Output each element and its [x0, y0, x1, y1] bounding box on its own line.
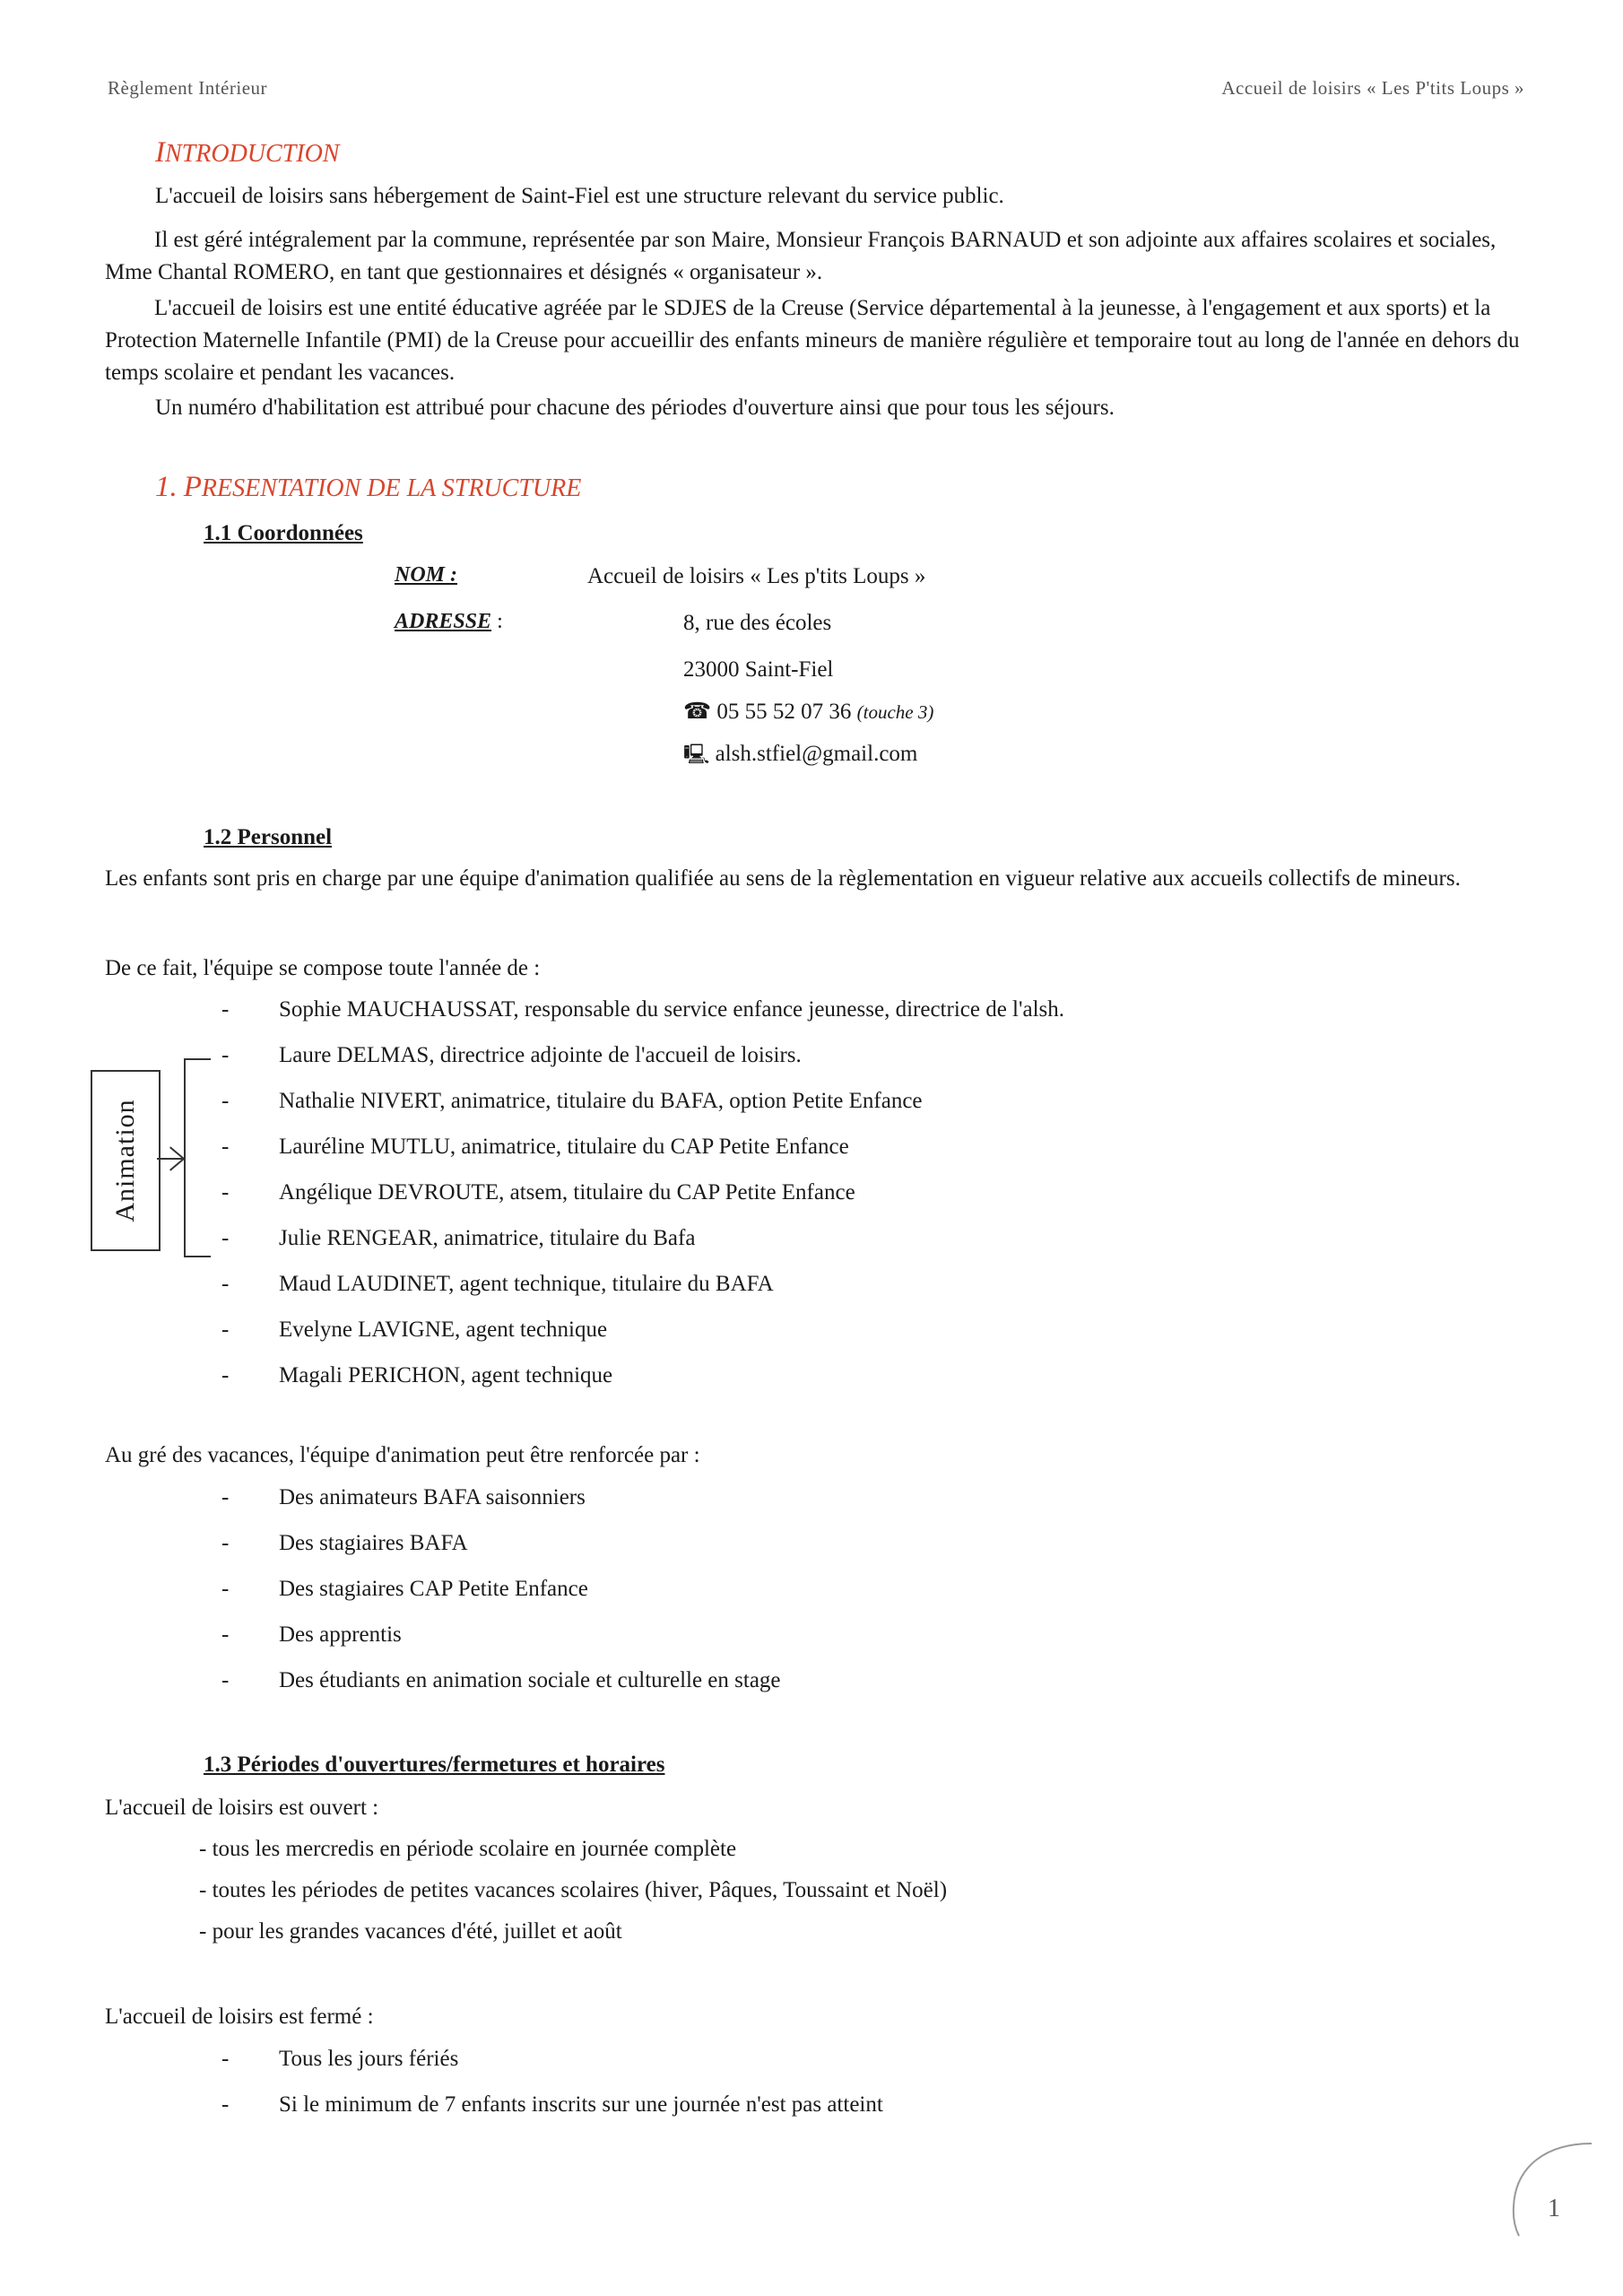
- list-dash: -: [221, 1180, 230, 1205]
- phone-number: 05 55 52 07 36: [716, 700, 852, 724]
- closed-item: Si le minimum de 7 enfants inscrits sur une journée n'est pas atteint: [279, 2092, 883, 2117]
- intro-paragraph-3: L'accueil de loisirs est une entité éducative agréée par le SDJES de la Creuse (Service départemental à la jeunesse, à l'engagement et aux sports) et la Protection Maternelle Infantile (PMI) de la Creuse pour accueillir des enfants mineurs de manière régulière et temporaire tout au long de l'année en dehors du temps scolaire et pendant les vacances.: [105, 296, 1520, 385]
- list-dash: -: [221, 1668, 230, 1692]
- reinforce-item: Des stagiaires CAP Petite Enfance: [279, 1577, 588, 1601]
- reinforce-item: Des apprentis: [279, 1622, 402, 1647]
- bracket-bottom: [184, 1256, 211, 1257]
- list-dash: -: [221, 1226, 230, 1250]
- periods-heading: 1.3 Périodes d'ouvertures/fermetures et horaires: [204, 1752, 665, 1777]
- open-intro: L'accueil de loisirs est ouvert :: [105, 1796, 379, 1820]
- list-dash: -: [221, 1089, 230, 1113]
- phone-icon: ☎: [683, 700, 712, 724]
- staff-item: Nathalie NIVERT, animatrice, titulaire du BAFA, option Petite Enfance: [279, 1089, 923, 1113]
- personnel-intro: Les enfants sont pris en charge par une équipe d'animation qualifiée au sens de la règlementation en vigueur relative aux accueils collectifs de mineurs.: [105, 866, 1461, 891]
- address-city: 23000 Saint-Fiel: [683, 657, 834, 682]
- reinforce-intro: Au gré des vacances, l'équipe d'animation peut être renforcée par :: [105, 1443, 700, 1467]
- list-dash: -: [221, 2092, 230, 2117]
- list-dash: -: [221, 1531, 230, 1555]
- personnel-heading: 1.2 Personnel: [204, 825, 333, 849]
- list-dash: -: [221, 2047, 230, 2071]
- team-intro: De ce fait, l'équipe se compose toute l'année de :: [105, 956, 541, 980]
- section-1-number: 1.: [155, 471, 178, 503]
- computer-icon: 🖳: [683, 744, 710, 766]
- section-1-title-rest: RESENTATION DE LA STRUCTURE: [201, 474, 582, 502]
- phone-note: (touche 3): [856, 701, 934, 723]
- address-street: 8, rue des écoles: [683, 611, 832, 635]
- nom-value: Accueil de loisirs « Les p'tits Loups »: [587, 564, 926, 588]
- page-corner-curl: [1497, 2139, 1596, 2238]
- list-dash: -: [221, 1318, 230, 1342]
- staff-item: Julie RENGEAR, animatrice, titulaire du Bafa: [279, 1226, 696, 1250]
- closed-item: Tous les jours fériés: [279, 2047, 459, 2071]
- nom-label: NOM :: [395, 563, 457, 587]
- list-dash: -: [221, 1577, 230, 1601]
- staff-item: Evelyne LAVIGNE, agent technique: [279, 1318, 608, 1342]
- closed-intro: L'accueil de loisirs est fermé :: [105, 2005, 374, 2029]
- intro-paragraph-1: L'accueil de loisirs sans hébergement de Saint-Fiel est une structure relevant du service public.: [155, 184, 1004, 208]
- intro-paragraph-2: Il est géré intégralement par la commune, représentée par son Maire, Monsieur François BARNAUD et son adjointe aux affaires scolaires et sociales, Mme Chantal ROMERO, en tant que gestionnaires et désignés « organisateur ».: [105, 228, 1497, 284]
- reinforce-item: Des étudiants en animation sociale et culturelle en stage: [279, 1668, 781, 1692]
- staff-item: Sophie MAUCHAUSSAT, responsable du service enfance jeunesse, directrice de l'alsh.: [279, 997, 1065, 1022]
- list-dash: -: [221, 1135, 230, 1159]
- animation-box: [91, 1070, 161, 1251]
- email-address: alsh.stfiel@gmail.com: [715, 742, 918, 766]
- list-dash: -: [221, 1363, 230, 1387]
- email-row: [683, 737, 917, 772]
- open-item: - toutes les périodes de petites vacances scolaires (hiver, Pâques, Toussaint et Noël): [199, 1878, 948, 1902]
- reinforce-item: Des stagiaires BAFA: [279, 1531, 468, 1555]
- staff-item: Magali PERICHON, agent technique: [279, 1363, 613, 1387]
- introduction-title-initial: I: [155, 136, 165, 169]
- list-dash: -: [221, 1043, 230, 1067]
- introduction-title-rest: NTRODUCTION: [165, 140, 340, 168]
- page-number: 1: [1548, 2195, 1560, 2222]
- introduction-title: [155, 136, 339, 170]
- adresse-colon: :: [491, 610, 503, 633]
- list-dash: -: [221, 1272, 230, 1296]
- adresse-label-row: [395, 610, 503, 634]
- list-dash: -: [221, 1622, 230, 1647]
- open-item: - pour les grandes vacances d'été, juillet et août: [199, 1919, 622, 1944]
- bracket-top: [184, 1058, 211, 1060]
- staff-item: Laure DELMAS, directrice adjointe de l'accueil de loisirs.: [279, 1043, 802, 1067]
- header-right: Accueil de loisirs « Les P'tits Loups »: [1221, 77, 1524, 99]
- staff-item: Angélique DEVROUTE, atsem, titulaire du CAP Petite Enfance: [279, 1180, 855, 1205]
- animation-label: Animation: [110, 1099, 140, 1222]
- header-left: Règlement Intérieur: [108, 77, 268, 99]
- adresse-label: ADRESSE: [395, 610, 492, 633]
- phone-row: [683, 695, 933, 729]
- staff-item: Lauréline MUTLU, animatrice, titulaire du CAP Petite Enfance: [279, 1135, 849, 1159]
- open-item: - tous les mercredis en période scolaire en journée complète: [199, 1837, 737, 1861]
- coordinates-heading: 1.1 Coordonnées: [204, 521, 363, 545]
- section-1-title: [155, 471, 581, 504]
- list-dash: -: [221, 1485, 230, 1509]
- staff-item: Maud LAUDINET, agent technique, titulaire du BAFA: [279, 1272, 774, 1296]
- intro-paragraph-4: Un numéro d'habilitation est attribué pour chacune des périodes d'ouverture ainsi que pour tous les séjours.: [155, 396, 1115, 420]
- list-dash: -: [221, 997, 230, 1022]
- section-1-title-initial: P: [183, 471, 202, 503]
- reinforce-item: Des animateurs BAFA saisonniers: [279, 1485, 586, 1509]
- bracket-notch-top: [169, 1158, 185, 1170]
